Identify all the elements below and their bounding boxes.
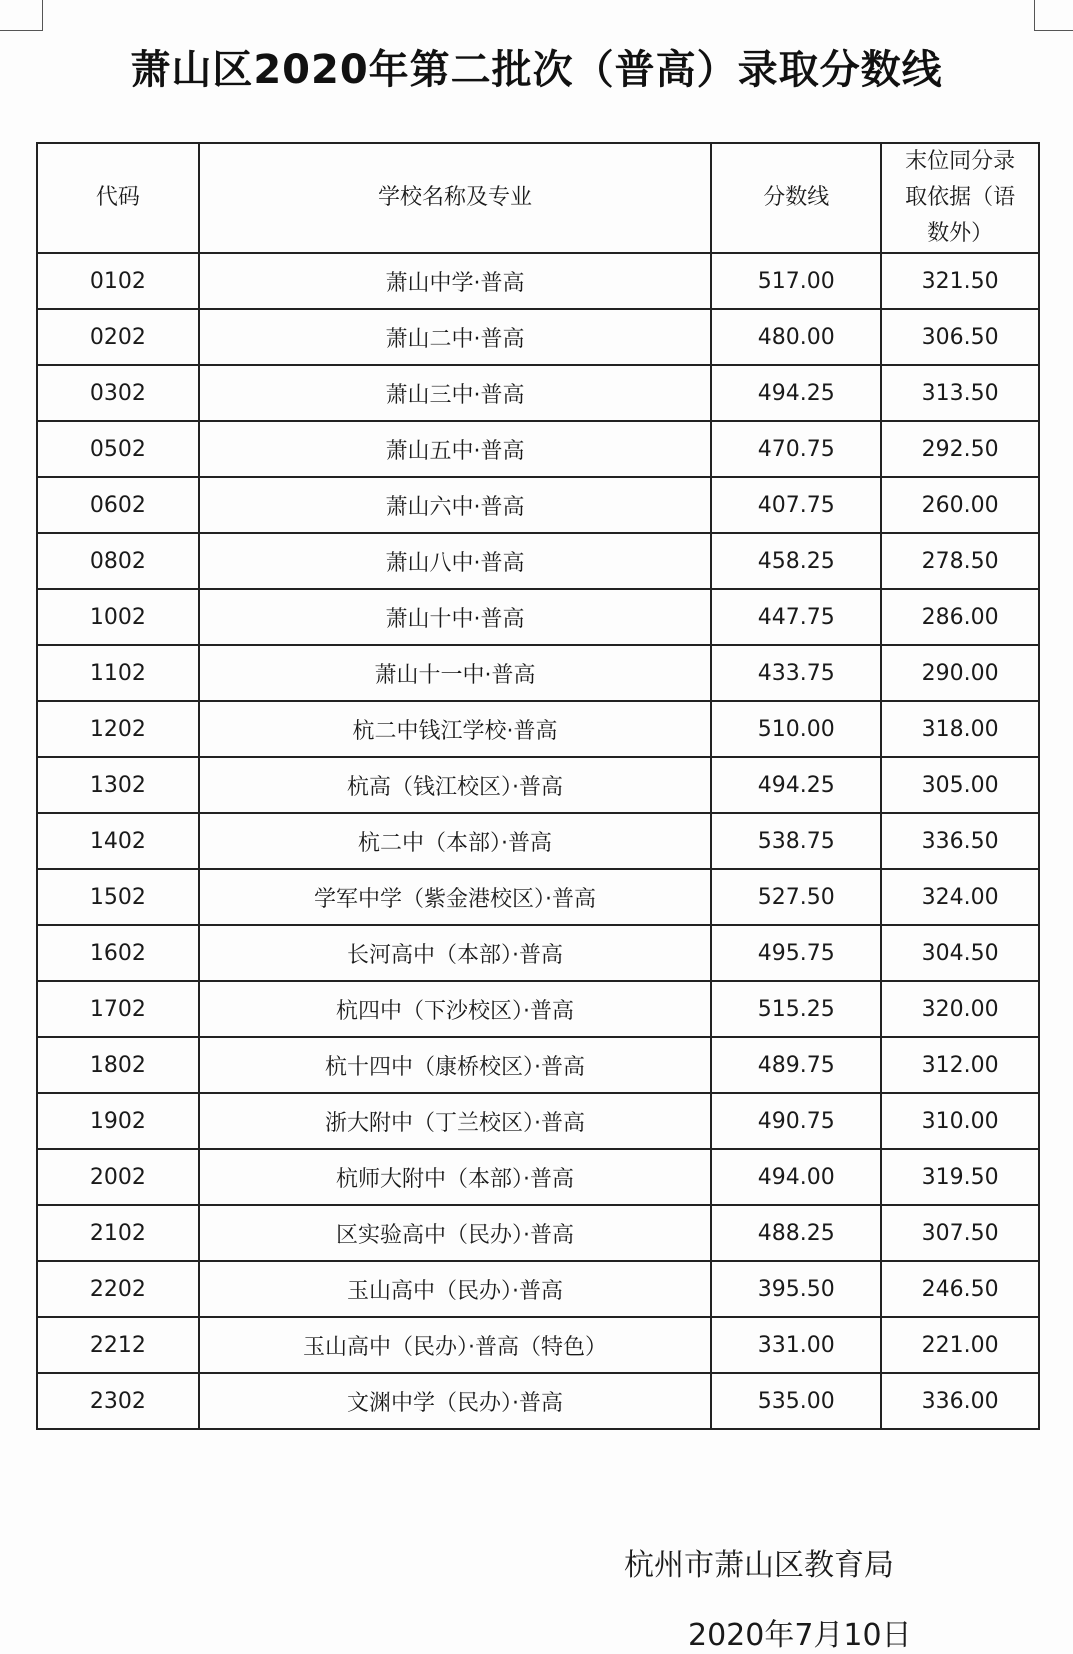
cell-code: 0102	[37, 253, 199, 309]
cell-code: 2202	[37, 1261, 199, 1317]
cell-school: 萧山六中·普高	[199, 477, 711, 533]
cell-score: 527.50	[711, 869, 881, 925]
table-row	[37, 981, 1039, 1037]
cell-code: 0202	[37, 309, 199, 365]
table-row	[37, 813, 1039, 869]
cell-code: 1702	[37, 981, 199, 1037]
cell-tiebreak: 246.50	[881, 1261, 1039, 1317]
table-row	[37, 1205, 1039, 1261]
cell-code: 1102	[37, 645, 199, 701]
table-row	[37, 533, 1039, 589]
table-row	[37, 365, 1039, 421]
cell-code: 2002	[37, 1149, 199, 1205]
cell-score: 458.25	[711, 533, 881, 589]
table-header-row	[37, 143, 1039, 253]
cell-school: 学军中学（紫金港校区）·普高	[199, 869, 711, 925]
cell-code: 1802	[37, 1037, 199, 1093]
cell-tiebreak: 304.50	[881, 925, 1039, 981]
cell-code: 2212	[37, 1317, 199, 1373]
cell-school: 萧山十中·普高	[199, 589, 711, 645]
cell-tiebreak: 336.50	[881, 813, 1039, 869]
cell-code: 0302	[37, 365, 199, 421]
cell-tiebreak: 290.00	[881, 645, 1039, 701]
cell-school: 萧山八中·普高	[199, 533, 711, 589]
cell-school: 区实验高中（民办）·普高	[199, 1205, 711, 1261]
table-row	[37, 589, 1039, 645]
header-tiebreak: 末位同分录取依据（语数外）	[881, 143, 1039, 253]
table-row	[37, 1261, 1039, 1317]
cell-tiebreak: 321.50	[881, 253, 1039, 309]
table-row	[37, 1149, 1039, 1205]
cell-tiebreak: 312.00	[881, 1037, 1039, 1093]
cell-tiebreak: 320.00	[881, 981, 1039, 1037]
cell-score: 517.00	[711, 253, 881, 309]
cell-tiebreak: 307.50	[881, 1205, 1039, 1261]
cell-code: 0802	[37, 533, 199, 589]
table-row	[37, 253, 1039, 309]
table-row	[37, 309, 1039, 365]
cell-code: 1402	[37, 813, 199, 869]
table-row	[37, 477, 1039, 533]
table-row	[37, 1373, 1039, 1429]
table-row	[37, 757, 1039, 813]
cell-school: 杭师大附中（本部）·普高	[199, 1149, 711, 1205]
cell-school: 玉山高中（民办）·普高（特色）	[199, 1317, 711, 1373]
table-row	[37, 869, 1039, 925]
cell-score: 489.75	[711, 1037, 881, 1093]
issuer-name: 杭州市萧山区教育局	[624, 1548, 894, 1583]
table-row	[37, 645, 1039, 701]
score-table	[36, 142, 1040, 1430]
cell-tiebreak: 318.00	[881, 701, 1039, 757]
cell-tiebreak: 260.00	[881, 477, 1039, 533]
cell-school: 杭二中（本部）·普高	[199, 813, 711, 869]
table-row	[37, 701, 1039, 757]
cell-code: 2102	[37, 1205, 199, 1261]
cell-score: 488.25	[711, 1205, 881, 1261]
cell-score: 470.75	[711, 421, 881, 477]
cell-school: 萧山中学·普高	[199, 253, 711, 309]
cell-score: 480.00	[711, 309, 881, 365]
cell-score: 515.25	[711, 981, 881, 1037]
cell-score: 538.75	[711, 813, 881, 869]
cell-code: 1202	[37, 701, 199, 757]
table-row	[37, 1037, 1039, 1093]
cell-score: 395.50	[711, 1261, 881, 1317]
cell-tiebreak: 313.50	[881, 365, 1039, 421]
cell-code: 0502	[37, 421, 199, 477]
cell-school: 萧山十一中·普高	[199, 645, 711, 701]
cell-school: 玉山高中（民办）·普高	[199, 1261, 711, 1317]
cell-code: 1302	[37, 757, 199, 813]
header-school: 学校名称及专业	[199, 143, 711, 253]
cell-score: 535.00	[711, 1373, 881, 1429]
cell-school: 长河高中（本部）·普高	[199, 925, 711, 981]
header-score: 分数线	[711, 143, 881, 253]
cell-school: 杭高（钱江校区）·普高	[199, 757, 711, 813]
cell-score: 407.75	[711, 477, 881, 533]
cell-score: 510.00	[711, 701, 881, 757]
cell-tiebreak: 286.00	[881, 589, 1039, 645]
table-row	[37, 925, 1039, 981]
cell-code: 1002	[37, 589, 199, 645]
table-row	[37, 421, 1039, 477]
cell-code: 0602	[37, 477, 199, 533]
cell-score: 495.75	[711, 925, 881, 981]
cell-school: 杭十四中（康桥校区）·普高	[199, 1037, 711, 1093]
header-code: 代码	[37, 143, 199, 253]
cell-code: 1602	[37, 925, 199, 981]
cell-school: 杭二中钱江学校·普高	[199, 701, 711, 757]
cell-score: 331.00	[711, 1317, 881, 1373]
page-title: 萧山区2020年第二批次（普高）录取分数线	[130, 47, 943, 93]
cell-score: 433.75	[711, 645, 881, 701]
cell-school: 文渊中学（民办）·普高	[199, 1373, 711, 1429]
table-row	[37, 1093, 1039, 1149]
cell-code: 1902	[37, 1093, 199, 1149]
cell-score: 494.00	[711, 1149, 881, 1205]
cell-score: 447.75	[711, 589, 881, 645]
issue-date: 2020年7月10日	[688, 1618, 912, 1653]
cell-tiebreak: 305.00	[881, 757, 1039, 813]
cell-code: 1502	[37, 869, 199, 925]
cell-tiebreak: 278.50	[881, 533, 1039, 589]
cell-score: 494.25	[711, 757, 881, 813]
cell-tiebreak: 324.00	[881, 869, 1039, 925]
cell-tiebreak: 306.50	[881, 309, 1039, 365]
cell-tiebreak: 310.00	[881, 1093, 1039, 1149]
cell-school: 萧山三中·普高	[199, 365, 711, 421]
cell-tiebreak: 292.50	[881, 421, 1039, 477]
cell-code: 2302	[37, 1373, 199, 1429]
cell-score: 490.75	[711, 1093, 881, 1149]
cell-tiebreak: 221.00	[881, 1317, 1039, 1373]
cell-tiebreak: 319.50	[881, 1149, 1039, 1205]
cell-score: 494.25	[711, 365, 881, 421]
table-row	[37, 1317, 1039, 1373]
cell-school: 萧山五中·普高	[199, 421, 711, 477]
cell-tiebreak: 336.00	[881, 1373, 1039, 1429]
crop-mark-top-right	[1034, 0, 1073, 31]
crop-mark-top-left	[0, 0, 43, 31]
cell-school: 浙大附中（丁兰校区）·普高	[199, 1093, 711, 1149]
cell-school: 萧山二中·普高	[199, 309, 711, 365]
cell-school: 杭四中（下沙校区）·普高	[199, 981, 711, 1037]
